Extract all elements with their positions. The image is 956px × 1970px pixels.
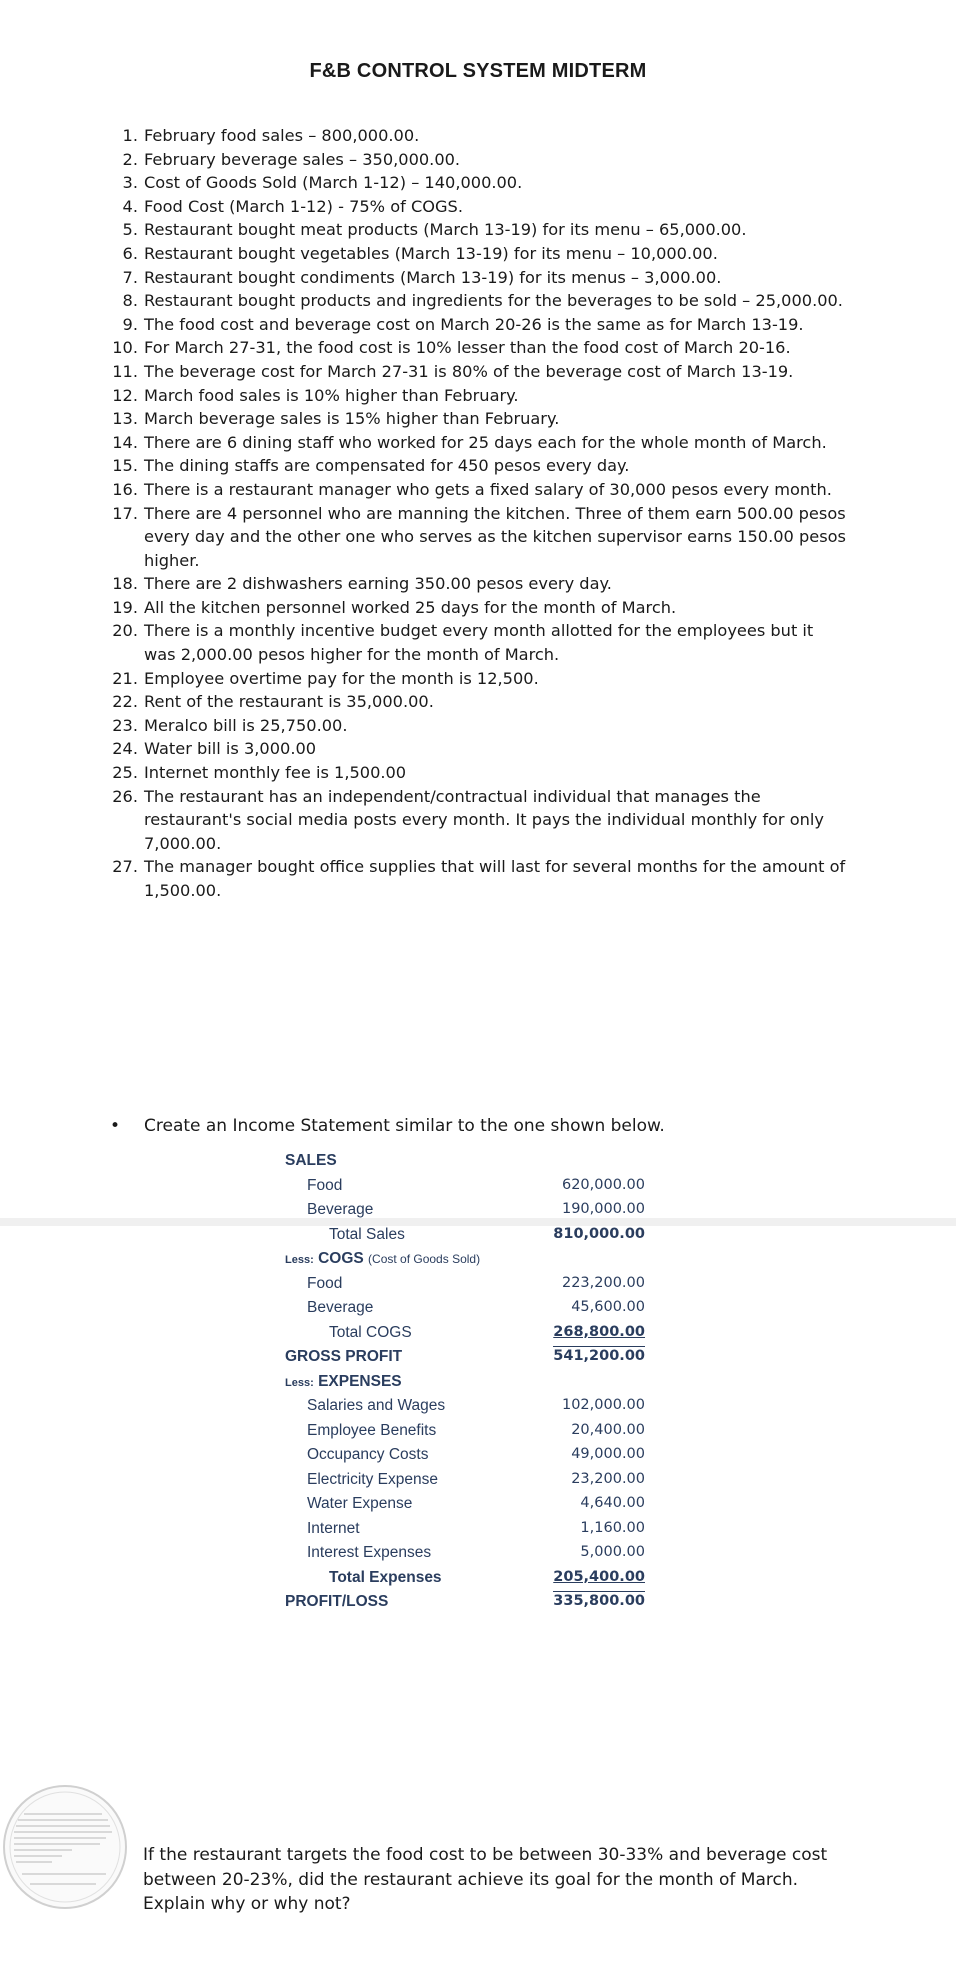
item-text: Restaurant bought products and ingredients for the beverages to be sold – 25,000.00. [144,291,843,311]
item-text: March food sales is 10% higher than February. [144,385,519,405]
item-number: 4. [122,196,138,216]
sales-food-value: 620,000.00 [561,1176,645,1193]
list-item [108,218,848,242]
profit-loss-value: 335,800.00 [553,1593,645,1609]
item-number: 24. [112,739,138,759]
item-number: 27. [112,857,138,877]
statement-row [285,1248,645,1273]
expense-row [285,1542,645,1567]
item-number: 26. [112,786,138,806]
item-number: 9. [122,314,138,334]
expense-label: Water Expense [307,1495,413,1512]
item-text: Restaurant bought meat products (March 13-19) for its menu – 65,000.00. [144,220,747,240]
document-title: F&B CONTROL SYSTEM MIDTERM [309,60,647,82]
item-text: Cost of Goods Sold (March 1-12) – 140,000.00. [144,173,523,193]
statement-row [285,1591,645,1616]
cogs-heading [285,1250,480,1268]
item-number: 19. [112,597,138,617]
item-number: 10. [112,338,138,358]
item-text: The dining staffs are compensated for 450 pesos every day. [144,456,630,476]
item-number: 8. [122,291,138,311]
list-item [108,596,848,620]
total-cogs-rule [553,1346,645,1347]
less-label: Less: [285,1376,314,1389]
item-number: 14. [112,432,138,452]
expense-label: Employee Benefits [307,1421,437,1439]
sales-beverage-value: 190,000.00 [561,1201,645,1217]
list-item [108,431,848,455]
statement-row [285,1297,645,1322]
sales-heading: SALES [285,1152,337,1169]
item-text: Water bill is 3,000.00 [144,739,317,759]
sales-beverage-label: Beverage [307,1201,374,1218]
item-number: 25. [112,763,138,783]
statement-row [285,1224,645,1249]
item-text: There are 4 personnel who are manning the kitchen. Three of them earn 500.00 pesos every day and the other one who serves as the kitchen supervisor earns 150.00 pesos higher. [144,503,846,570]
list-item [108,195,848,219]
expense-row [285,1518,645,1543]
income-statement [285,1150,645,1616]
expense-value: 49,000.00 [571,1446,645,1462]
item-text: Restaurant bought vegetables (March 13-19) for its menu – 10,000.00. [144,243,718,263]
list-item [108,407,848,431]
expenses-heading [285,1373,402,1391]
expense-label: Salaries and Wages [307,1397,446,1414]
statement-row [285,1150,645,1175]
statement-row [285,1371,645,1396]
expense-label: Electricity Expense [307,1470,438,1488]
item-text: All the kitchen personnel worked 25 days for the month of March. [144,597,677,617]
list-item [108,690,848,714]
statement-row [285,1322,645,1347]
statement-row [285,1199,645,1224]
list-item [108,336,848,360]
list-item [108,266,848,290]
item-text: There is a monthly incentive budget every month allotted for the employees but it was 2,000.00 pesos higher for the month of March. [144,621,814,665]
expense-label: Internet [307,1519,360,1537]
item-text: Food Cost (March 1-12) - 75% of COGS. [144,196,463,216]
item-number: 21. [112,668,138,688]
cogs-note: (Cost of Goods Sold) [368,1252,481,1266]
list-item [108,761,848,785]
item-text: Employee overtime pay for the month is 12,500. [144,668,539,688]
item-text: There is a restaurant manager who gets a fixed salary of 30,000 pesos every month. [144,479,832,499]
list-item [108,737,848,761]
list-item [108,360,848,384]
item-text: The beverage cost for March 27-31 is 80% of the beverage cost of March 13-19. [144,361,794,381]
item-number: 16. [112,479,138,499]
statement-row [285,1346,645,1371]
total-expenses-value: 205,400.00 [553,1568,645,1585]
item-number: 3. [122,173,138,193]
expenses-label: EXPENSES [318,1372,402,1390]
analysis-question: If the restaurant targets the food cost to be between 30-33% and beverage cost between 20-23%, did the restaurant achieve its goal for the month of March. Explain why or why not? [143,1845,828,1914]
total-sales-label: Total Sales [329,1225,405,1243]
item-number: 11. [112,361,138,381]
profit-loss-label: PROFIT/LOSS [285,1593,389,1610]
list-item [108,384,848,408]
item-text: Meralco bill is 25,750.00. [144,715,348,735]
expense-value: 5,000.00 [580,1544,645,1560]
list-item [108,171,848,195]
total-cogs-value: 268,800.00 [553,1323,645,1340]
expense-value: 4,640.00 [580,1495,645,1511]
statement-row [285,1273,645,1298]
item-text: For March 27-31, the food cost is 10% lesser than the food cost of March 20-16. [144,338,791,358]
item-number: 12. [112,385,138,405]
faded-seal-graphic [2,1784,128,1910]
expense-row [285,1493,645,1518]
list-item [108,572,848,596]
total-sales-value: 810,000.00 [553,1225,645,1242]
expense-label: Occupancy Costs [307,1446,429,1463]
instruction-text: Create an Income Statement similar to the one shown below. [144,1116,665,1136]
total-expenses-rule [553,1591,645,1592]
item-number: 20. [112,621,138,641]
item-text: The manager bought office supplies that will last for several months for the amount of 1,500.00. [144,857,846,900]
expense-value: 23,200.00 [571,1470,645,1487]
item-text: The food cost and beverage cost on March 20-26 is the same as for March 13-19. [144,314,804,334]
item-text: February beverage sales – 350,000.00. [144,149,461,169]
item-text: February food sales – 800,000.00. [144,126,420,145]
item-text: The restaurant has an independent/contractual individual that manages the restaurant's social media posts every month. It pays the individual monthly for only 7,000.00. [144,786,824,853]
item-number: 18. [112,574,138,594]
statement-row [285,1175,645,1200]
item-text: Internet monthly fee is 1,500.00 [144,763,407,783]
total-cogs-label: Total COGS [329,1323,412,1341]
less-label: Less: [285,1254,314,1266]
expense-row [285,1395,645,1420]
list-item [108,667,848,691]
list-item [108,313,848,337]
item-number: 15. [112,456,138,476]
item-number: 1. [122,126,138,145]
bullet-symbol: • [110,1116,121,1136]
expense-value: 20,400.00 [571,1421,645,1438]
item-number: 7. [122,267,138,287]
cogs-beverage-label: Beverage [307,1299,374,1316]
list-item [108,289,848,313]
list-item [108,714,848,738]
list-item [108,242,848,266]
expense-row [285,1420,645,1445]
gross-profit-value: 541,200.00 [553,1348,645,1364]
list-item [108,502,848,573]
expense-value: 1,160.00 [580,1519,645,1536]
item-number: 6. [122,243,138,263]
item-number: 22. [112,692,138,712]
expense-row [285,1469,645,1494]
sales-food-label: Food [307,1176,343,1194]
item-text: There are 6 dining staff who worked for 25 days each for the whole month of March. [144,432,827,452]
expense-value: 102,000.00 [561,1397,645,1413]
list-item [108,619,848,666]
item-text: Rent of the restaurant is 35,000.00. [144,692,434,712]
list-item [108,855,848,902]
list-item [108,454,848,478]
item-number: 17. [112,503,138,523]
list-item [108,124,848,148]
list-item [108,148,848,172]
expense-label: Interest Expenses [307,1544,432,1561]
statement-row [285,1567,645,1592]
cogs-label: COGS [318,1250,364,1267]
item-text: Restaurant bought condiments (March 13-19) for its menus – 3,000.00. [144,267,722,287]
item-text: There are 2 dishwashers earning 350.00 pesos every day. [144,574,612,594]
list-item [108,478,848,502]
total-expenses-label: Total Expenses [329,1568,442,1586]
item-text: March beverage sales is 15% higher than February. [144,409,560,429]
question-list [108,124,848,903]
list-item [108,785,848,856]
cogs-beverage-value: 45,600.00 [571,1299,645,1315]
item-number: 5. [122,220,138,240]
item-number: 2. [122,149,138,169]
gross-profit-label: GROSS PROFIT [285,1348,403,1365]
cogs-food-label: Food [307,1274,343,1292]
expense-row [285,1444,645,1469]
item-number: 23. [112,715,138,735]
item-number: 13. [112,409,138,429]
cogs-food-value: 223,200.00 [561,1274,645,1291]
